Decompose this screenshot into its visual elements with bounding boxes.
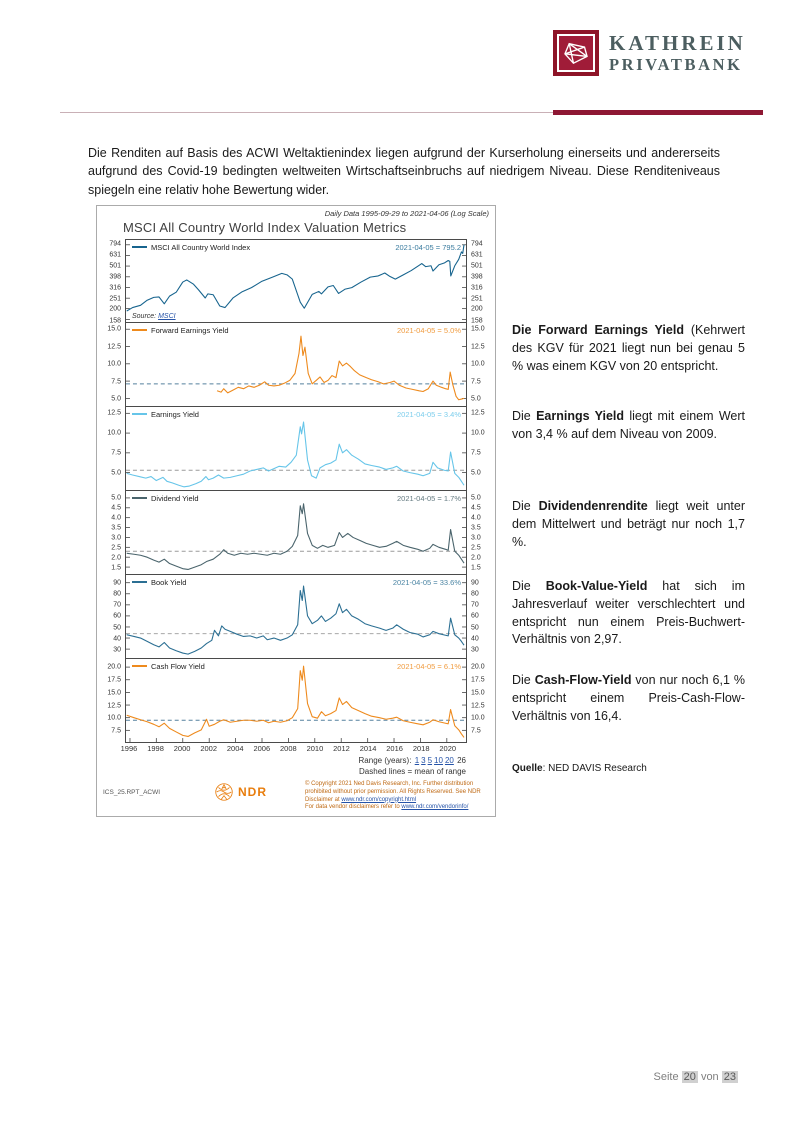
commentary-block-2 (512, 408, 745, 444)
left-axis-ticks: 5.0 4.5 4.0 3.5 3.0 2.5 2.0 1.5 (111, 494, 121, 572)
legend-label: Forward Earnings Yield (151, 326, 229, 335)
latest-value-earnings-yield: 2021-04-05 = 3.4% (396, 410, 461, 419)
plot-area-book-yield (125, 574, 467, 659)
plot-area-cash-flow-yield (125, 658, 467, 743)
source-line-label: Quelle (512, 763, 543, 774)
x-tick-2018: 2018 (412, 744, 430, 753)
chart-panel-cash-flow-yield (97, 659, 495, 743)
legend-label: Dividend Yield (151, 494, 199, 503)
commentary-text: von nur noch 6,1 % entspricht einem Preis-Cash-Flow-Verhältnis von 16,4. (512, 673, 745, 723)
right-axis-ticks: 15.0 12.5 10.0 7.5 5.0 (471, 325, 485, 403)
range-link-1[interactable]: 1 (414, 756, 420, 765)
legend-forward-earnings-yield (132, 326, 229, 335)
legend-book-yield (132, 578, 186, 587)
x-tick-2014: 2014 (359, 744, 377, 753)
range-current: 26 (457, 756, 466, 765)
x-tick-2020: 2020 (439, 744, 457, 753)
brand-line-2: PRIVATBANK (609, 54, 743, 74)
range-link-5[interactable]: 5 (427, 756, 433, 765)
legend-label: Earnings Yield (151, 410, 199, 419)
commentary-block-4 (512, 578, 745, 649)
x-tick-2012: 2012 (333, 744, 350, 753)
ndr-lion-icon (213, 781, 235, 803)
x-tick-2002: 2002 (200, 744, 218, 753)
legend-swatch (132, 329, 147, 331)
range-link-20[interactable]: 20 (444, 756, 454, 765)
chart-footer (97, 781, 495, 812)
commentary-column (512, 0, 745, 1126)
copyright-line: For data vendor disclaimers refer to www.ndr.com/vendorinfo/ (305, 804, 469, 811)
commentary-text: (Kehrwert des KGV für 2021 liegt nun bei genau 5 % was einem KGV von 20 entspricht. (512, 323, 745, 373)
latest-value-forward-earnings-yield: 2021-04-05 = 5.0% (396, 326, 461, 335)
chart-daily-data-note: Daily Data 1995-09-29 to 2021-04-06 (Log Scale) (324, 209, 489, 218)
chart-panel-msci-acwi-index (97, 239, 495, 323)
source-line-value: : NED DAVIS Research (542, 763, 647, 774)
page-number-middle: von (700, 1071, 719, 1083)
legend-msci-acwi-index (132, 243, 250, 252)
range-link-3[interactable]: 3 (421, 756, 426, 765)
brand-line-1: KATHREIN (609, 30, 746, 55)
right-axis-ticks: 20.0 17.5 15.0 12.5 10.0 7.5 (471, 663, 485, 735)
page-number-prefix: Seite (653, 1071, 679, 1083)
page-number-total: 23 (723, 1071, 736, 1083)
x-tick-2006: 2006 (253, 744, 271, 753)
left-axis-ticks: 15.0 12.5 10.0 7.5 5.0 (107, 325, 121, 403)
left-axis-ticks: 20.0 17.5 15.0 12.5 10.0 7.5 (107, 663, 121, 735)
commentary-block-5 (512, 672, 745, 725)
legend-label: Book Yield (151, 578, 187, 587)
commentary-text: Die (512, 579, 546, 593)
chart-copyright (305, 781, 491, 812)
latest-value-msci-acwi-index: 2021-04-05 = 795.2 (395, 243, 461, 252)
dashed-lines-note: Dashed lines = mean of range (359, 767, 466, 776)
commentary-term: Book-Value-Yield (545, 579, 648, 593)
legend-swatch (132, 246, 147, 248)
commentary-term: Dividendenrendite (538, 499, 648, 513)
chart-code: ICS_25.RPT_ACWI (103, 789, 161, 796)
x-tick-1996: 1996 (120, 744, 138, 753)
copyright-line: © Copyright 2021 Ned Davis Research, Inc. Further distribution prohibited without prior permission. All Rights Reserved. See NDR Disclaimer at www.ndr.com/copyright.html (305, 781, 481, 803)
commentary-text: liegt weit unter dem Mittelwert und beträgt nur noch 1,7 %. (512, 499, 745, 549)
chart-panels (97, 239, 495, 743)
legend-dividend-yield (132, 494, 199, 503)
source-note (132, 313, 176, 320)
legend-swatch (132, 665, 147, 667)
commentary-text: Die (512, 409, 537, 423)
right-axis-ticks: 794 631 501 398 316 251 200 158 (471, 240, 483, 325)
chart-panel-earnings-yield (97, 407, 495, 491)
left-axis-ticks: 794 631 501 398 316 251 200 158 (109, 240, 121, 325)
ndr-label: NDR (238, 785, 267, 799)
commentary-term: Earnings Yield (536, 409, 625, 423)
plot-area-dividend-yield (125, 490, 467, 575)
range-links (414, 756, 455, 765)
chart-panel-book-yield (97, 575, 495, 659)
intro-paragraph: Die Renditen auf Basis des ACWI Weltaktienindex liegen aufgrund der Kurserholung einerseits und andererseits aufgrund des Covid-19 bedingten weltweiten Wirtschaftseinbruchs auf niedrigem Niveau. Diese Renditeniveaus spiegeln eine relativ hohe Bewertung wider. (88, 145, 720, 197)
left-axis-ticks: 90 80 70 60 50 40 30 (113, 579, 121, 654)
plot-area-msci-acwi-index (125, 239, 467, 323)
x-tick-2000: 2000 (173, 744, 191, 753)
right-axis-ticks: 12.5 10.0 7.5 5.0 (471, 409, 485, 477)
legend-label: Cash Flow Yield (151, 662, 205, 671)
commentary-text: Die (512, 673, 535, 687)
chart-title: MSCI All Country World Index Valuation Metrics (123, 220, 407, 235)
commentary-term: Die Forward Earnings Yield (512, 323, 684, 337)
x-tick-2016: 2016 (386, 744, 403, 753)
right-axis-ticks: 5.0 4.5 4.0 3.5 3.0 2.5 2.0 1.5 (471, 494, 481, 572)
source-label: Source: (132, 313, 157, 320)
range-label: Range (years): (358, 756, 412, 765)
plot-area-forward-earnings-yield (125, 322, 467, 407)
commentary-text: hat sich im Jahresverlauf weiter verschlechtert und entspricht nun einem Preis-Buchwert-Verhältnis von 2,97. (512, 579, 745, 647)
legend-label: MSCI All Country World Index (151, 243, 251, 252)
x-tick-2008: 2008 (280, 744, 297, 753)
legend-swatch (132, 581, 147, 583)
x-tick-1998: 1998 (147, 744, 164, 753)
latest-value-cash-flow-yield: 2021-04-05 = 6.1% (396, 662, 461, 671)
copyright-url-link: www.ndr.com/vendorinfo/ (401, 804, 469, 811)
legend-earnings-yield (132, 410, 199, 419)
plot-area-earnings-yield (125, 406, 467, 491)
commentary-term: Cash-Flow-Yield (534, 673, 632, 687)
chart-x-axis (120, 743, 467, 756)
latest-value-book-yield: 2021-04-05 = 33.6% (392, 578, 461, 587)
copyright-url-link: www.ndr.com/copyright.html (341, 796, 417, 803)
legend-swatch (132, 413, 147, 415)
chart-panel-forward-earnings-yield (97, 323, 495, 407)
commentary-text: liegt mit einem Wert von 3,4 % auf dem Niveau von 2009. (512, 409, 746, 441)
x-tick-2010: 2010 (306, 744, 324, 753)
source-line (512, 763, 647, 774)
chart-panel-dividend-yield (97, 491, 495, 575)
legend-cash-flow-yield (132, 662, 205, 671)
commentary-block-3 (512, 498, 745, 551)
chart-range-selector (97, 756, 495, 767)
page-number (653, 1071, 738, 1083)
left-axis-ticks: 12.5 10.0 7.5 5.0 (107, 409, 121, 477)
right-axis-ticks: 90 80 70 60 50 40 30 (471, 579, 479, 654)
legend-swatch (132, 497, 147, 499)
source-msci-link[interactable]: MSCI (158, 313, 176, 320)
commentary-text: Die (512, 499, 539, 513)
valuation-metrics-chart (96, 205, 496, 817)
x-tick-2004: 2004 (226, 744, 244, 753)
ndr-logo (213, 781, 305, 803)
commentary-block-1 (512, 322, 745, 375)
range-link-10[interactable]: 10 (434, 756, 443, 765)
page-number-current: 20 (683, 1071, 696, 1083)
latest-value-dividend-yield: 2021-04-05 = 1.7% (396, 494, 461, 503)
